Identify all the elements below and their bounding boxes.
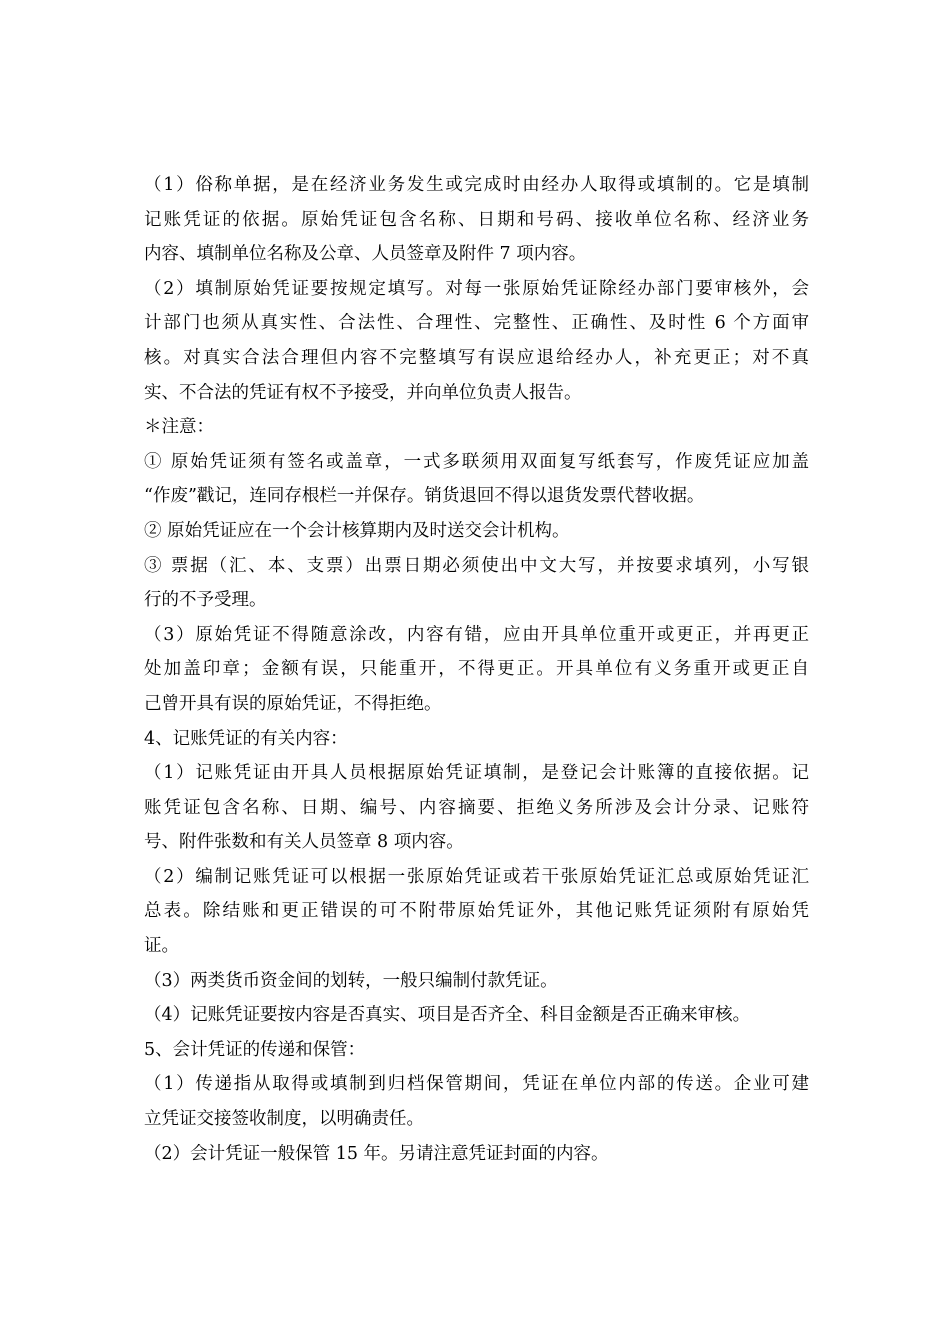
text-line: 实、不合法的凭证有权不予接受，并向单位负责人报告。 [144,382,582,403]
text-line: 核。对真实合法合理但内容不完整填写有误应退给经办人，补充更正；对不真 [144,347,809,368]
text-line: （4）记账凭证要按内容是否真实、项目是否齐全、科目金额是否正确来审核。 [144,1005,751,1026]
text-line: 账凭证包含名称、日期、编号、内容摘要、拒绝义务所涉及会计分录、记账符 [144,797,809,818]
text-line: （2）填制原始凭证要按规定填写。对每一张原始凭证除经办部门要审核外，会 [144,278,809,299]
text-line: （3）原始凭证不得随意涂改，内容有错，应由开具单位重开或更正，并再更正 [144,624,809,645]
text-line: 证。 [144,936,179,957]
text-line: 计部门也须从真实性、合法性、合理性、完整性、正确性、及时性 6 个方面审 [144,313,809,334]
text-line: 行的不予受理。 [144,590,267,611]
text-line: （2）编制记账凭证可以根据一张原始凭证或若干张原始凭证汇总或原始凭证汇 [144,866,809,887]
text-line: （1）记账凭证由开具人员根据原始凭证填制，是登记会计账簿的直接依据。记 [144,763,809,784]
text-line: 5、会计凭证的传递和保管： [144,1039,366,1060]
text-line: ② 原始凭证应在一个会计核算期内及时送交会计机构。 [144,520,570,541]
text-line: ① 原始凭证须有签名或盖章，一式多联须用双面复写纸套写，作废凭证应加盖 [144,451,809,472]
text-line: “作废”戳记，连同存根栏一并保存。销货退回不得以退货发票代替收据。 [144,486,705,507]
text-line: ③ 票据（汇、本、支票）出票日期必须使出中文大写，并按要求填列，小写银 [144,555,809,576]
text-line: 己曾开具有误的原始凭证，不得拒绝。 [144,693,442,714]
text-line: ＊注意： [144,417,214,438]
text-line: （1）俗称单据，是在经济业务发生或完成时由经办人取得或填制的。它是填制 [144,175,809,195]
text-line: 4、记账凭证的有关内容： [144,728,348,749]
text-line: （1）传递指从取得或填制到归档保管期间，凭证在单位内部的传送。企业可建 [144,1074,809,1095]
text-line: （2）会计凭证一般保管 15 年。另请注意凭证封面的内容。 [144,1143,609,1164]
text-line: 记账凭证的依据。原始凭证包含名称、日期和号码、接收单位名称、经济业务 [144,209,809,230]
text-line: 立凭证交接签收制度，以明确责任。 [144,1109,424,1130]
text-line: 内容、填制单位名称及公章、人员签章及附件 7 项内容。 [144,244,587,265]
text-line: （3）两类货币资金间的划转，一般只编制付款凭证。 [144,970,558,991]
text-line: 处加盖印章；金额有误，只能重开，不得更正。开具单位有义务重开或更正自 [144,659,809,680]
text-line: 号、附件张数和有关人员签章 8 项内容。 [144,832,464,853]
text-line: 总表。除结账和更正错误的可不附带原始凭证外，其他记账凭证须附有原始凭 [144,901,809,922]
document-body [144,168,809,1171]
